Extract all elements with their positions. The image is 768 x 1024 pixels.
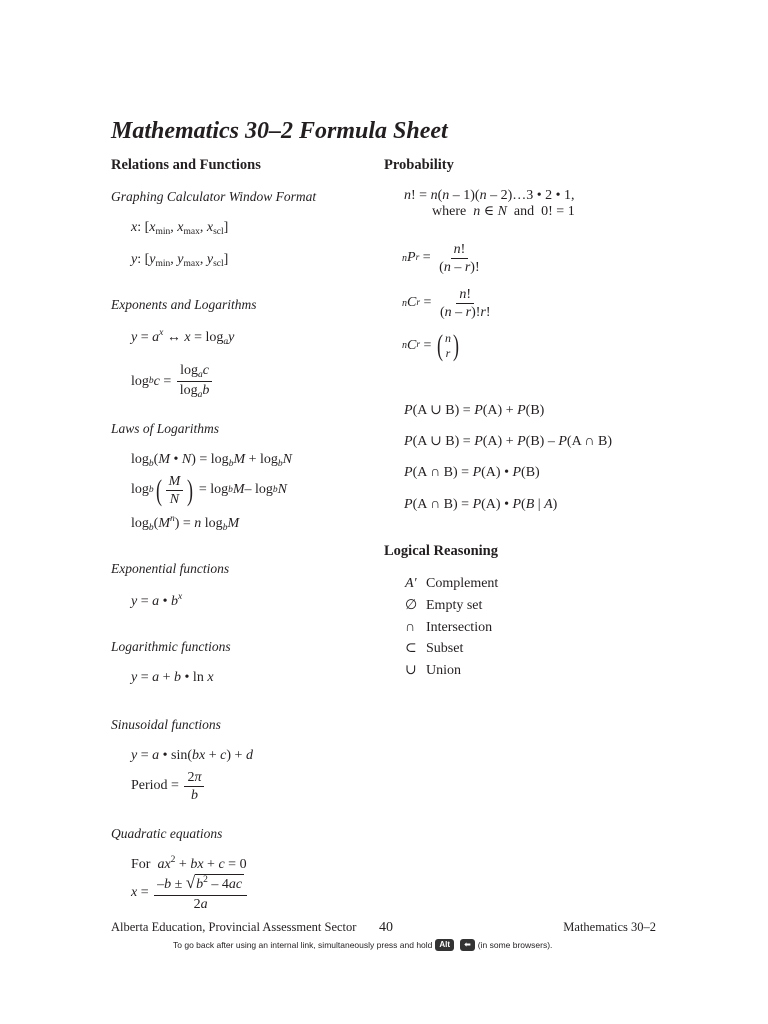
logic-item-union: [405, 663, 461, 680]
permutation-formula: n P r = $\frac{n!}{(n - r)!}$: [402, 242, 480, 276]
binomial-coefficient-formula: n C r = ( n r ): [402, 329, 459, 362]
sinusoidal-function-formula: y = a • sin(bx + c) + d: [131, 748, 253, 763]
change-of-base-formula: log b c = $\frac{\log_ac}{\log_ab}$: [131, 363, 214, 401]
exponential-function-formula: y = a • $b^x$: [131, 592, 183, 609]
exponential-title: Exponential functions: [111, 561, 230, 576]
quotient-law-formula: log b ( $\frac{M}{N}$ ) = log b M – log b N: [131, 473, 288, 508]
intersection-symbol: ∩: [405, 620, 416, 635]
logic-item-complement: [405, 576, 498, 593]
factorial-condition: where n ∈ N and 0! = 1: [432, 204, 575, 219]
window-x-formula: x: [$x_{min}$, $x_{max}$, $x_{scl}$]: [131, 220, 229, 237]
logic-item-label: Intersection: [426, 620, 493, 635]
intersection-independent-formula: P(A ∩ B) = P(A) • P(B): [404, 465, 540, 480]
power-law-formula: $\log_b(M^n) = n$ $\log_bM$: [131, 514, 240, 533]
laws-title: Laws of Logarithms: [111, 421, 220, 436]
footer-course: Mathematics 30–2: [563, 920, 656, 934]
relations-heading: Relations and Functions: [111, 157, 261, 173]
navigation-note-text: To go back after using an internal link, simultaneously press and hold: [173, 939, 433, 950]
logic-item-label: Empty set: [426, 598, 483, 613]
quadratic-title: Quadratic equations: [111, 826, 223, 841]
logic-item-intersection: [405, 620, 492, 637]
footer-page-number: 40: [379, 920, 393, 935]
quadratic-equation-formula: For $ax^2$ + bx + c = 0: [131, 855, 247, 872]
exponents-title: Exponents and Logarithms: [111, 297, 257, 312]
product-law-formula: $\log_b(M$ • $N) = \log_bM + \log_bN$: [131, 452, 292, 469]
union-mutually-exclusive-formula: P(A ∪ B) = P(A) + P(B): [404, 403, 545, 418]
alt-key-icon: Alt: [435, 939, 454, 951]
logic-item-label: Complement: [426, 576, 499, 591]
combination-formula: n C r = $\frac{n!}{(n - r)!r!}$: [402, 287, 491, 321]
logarithmic-title: Logarithmic functions: [111, 639, 231, 654]
sinusoidal-title: Sinusoidal functions: [111, 717, 221, 732]
logic-item-empty-set: [405, 598, 482, 615]
union-symbol: ∪: [405, 663, 417, 678]
page-title: Mathematics 30–2 Formula Sheet: [111, 118, 448, 144]
logic-item-label: Union: [426, 663, 461, 678]
logic-item-subset: [405, 641, 463, 658]
exponent-log-equivalence-formula: $y = a^x$ ↔ $x = \log_ay$: [131, 328, 235, 347]
footer-publisher: Alberta Education, Provincial Assessment Sector: [111, 920, 357, 934]
navigation-note-suffix: (in some browsers).: [477, 939, 553, 950]
left-arrow-key-icon: ⬅: [460, 939, 475, 951]
logic-item-label: Subset: [426, 641, 464, 656]
union-general-formula: P(A ∪ B) = P(A) + P(B) – P(A ∩ B): [404, 434, 613, 449]
intersection-dependent-formula: P(A ∩ B) = P(A) • P(B | A): [404, 497, 558, 512]
quadratic-formula: x = –b ± √ $b^2 - 4ac$ 2a: [131, 874, 249, 912]
probability-heading: Probability: [384, 157, 454, 173]
factorial-formula: n! = n(n – 1)(n – 2)…3 • 2 • 1,: [404, 188, 575, 203]
empty-set-symbol: ∅: [405, 598, 418, 613]
period-formula: Period = $\frac{2\pi}{b}$: [131, 770, 206, 804]
complement-symbol: A′: [405, 576, 417, 591]
graphing-title: Graphing Calculator Window Format: [111, 189, 317, 204]
navigation-note: [173, 939, 552, 951]
logarithmic-function-formula: y = a + b • ln x: [131, 670, 214, 685]
window-y-formula: y: [$y_{min}$, $y_{max}$, $y_{scl}$]: [131, 252, 229, 269]
subset-symbol: ⊂: [405, 641, 417, 656]
logical-reasoning-heading: Logical Reasoning: [384, 543, 498, 559]
